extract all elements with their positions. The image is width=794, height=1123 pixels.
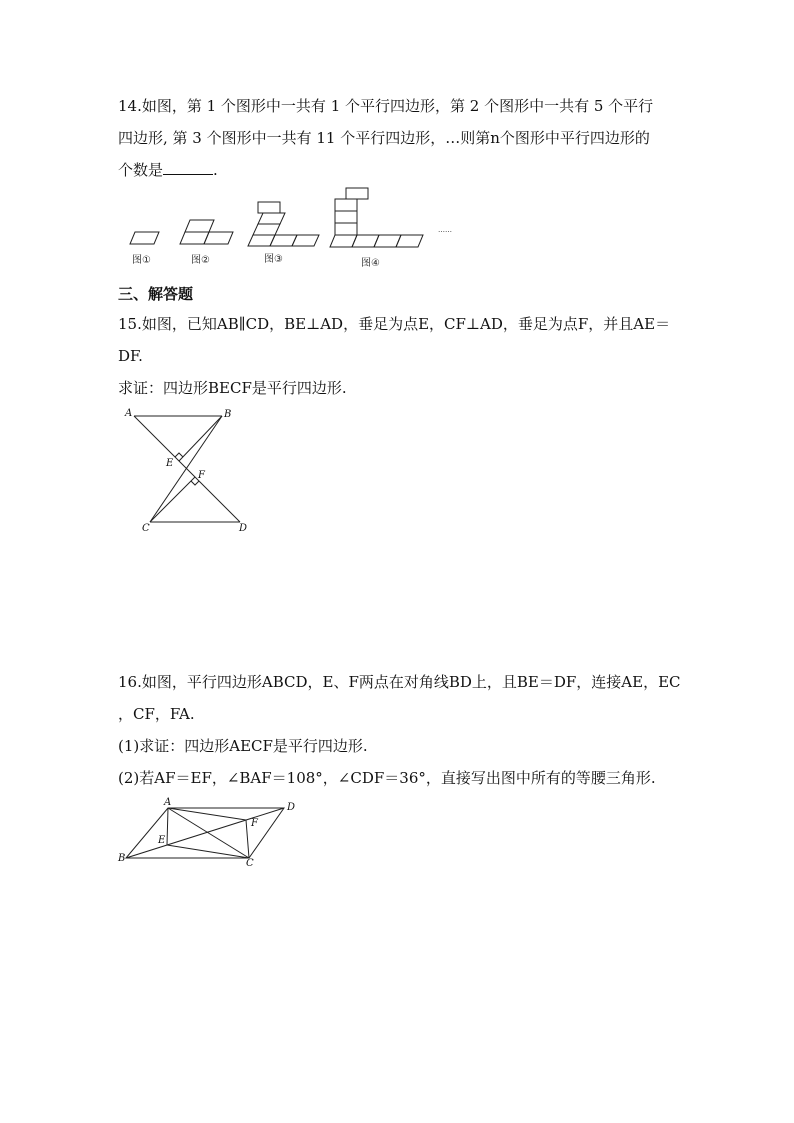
fig3-shape xyxy=(248,202,319,246)
fig4-shape xyxy=(330,188,423,247)
diagonal-bd xyxy=(126,808,284,858)
label-a: A xyxy=(125,408,133,419)
right-angle-e xyxy=(175,453,183,457)
caption-fig1: 图① xyxy=(132,255,151,266)
label-d: D xyxy=(239,523,248,534)
caption-fig3: 图③ xyxy=(264,254,283,265)
q14-line1: 14.如图，第 1 个图形中一共有 1 个平行四边形，第 2 个图形中一共有 5 个平行 xyxy=(118,97,654,115)
fig2-shape xyxy=(180,220,233,244)
segment-cf xyxy=(150,477,195,522)
q16-figure xyxy=(116,796,306,871)
sequence-ellipsis: …… xyxy=(438,226,452,234)
label-d: D xyxy=(287,802,296,813)
section-title: 三、解答题 xyxy=(118,285,194,303)
fig1-parallelogram xyxy=(130,232,159,244)
label-b: B xyxy=(224,409,232,420)
answer-blank[interactable] xyxy=(163,160,213,175)
label-b: B xyxy=(118,853,126,864)
q14-line2: 四边形, 第 3 个图形中一共有 11 个平行四边形，…则第n个图形中平行四边形的 xyxy=(118,129,650,147)
right-angle-f xyxy=(191,481,199,485)
q14-line3-suffix: . xyxy=(213,161,218,179)
q16-part1: (1)求证：四边形AECF是平行四边形. xyxy=(118,737,368,755)
segment-ac xyxy=(168,808,249,858)
label-e: E xyxy=(166,458,174,469)
q15-line1: 15.如图，已知AB∥CD，BE⊥AD，垂足为点E，CF⊥AD，垂足为点F，并且AE＝ xyxy=(118,315,671,333)
q15-figure xyxy=(122,404,262,534)
label-e: E xyxy=(158,835,166,846)
segment-ae xyxy=(167,808,168,845)
caption-fig2: 图② xyxy=(191,255,210,266)
q14-line3-prefix: 个数是 xyxy=(118,161,164,179)
segment-ec xyxy=(167,845,249,858)
label-c: C xyxy=(142,523,150,534)
label-f: F xyxy=(251,818,258,829)
segment-be xyxy=(179,416,222,461)
q16-part2: (2)若AF＝EF，∠BAF＝108°，∠CDF＝36°，直接写出图中所有的等腰三角形. xyxy=(118,769,656,787)
segment-ad xyxy=(134,416,240,522)
label-f: F xyxy=(198,470,205,481)
q14-figure xyxy=(120,182,460,272)
q16-line1: 16.如图，平行四边形ABCD，E、F两点在对角线BD上，且BE＝DF，连接AE，EC xyxy=(118,673,681,691)
caption-fig4: 图④ xyxy=(361,258,380,269)
q15-line3: 求证：四边形BECF是平行四边形. xyxy=(118,379,347,397)
segment-cf xyxy=(246,820,249,858)
segment-fa xyxy=(168,808,246,820)
q16-line2: ，CF，FA. xyxy=(118,705,195,723)
label-c: C xyxy=(246,858,254,869)
label-a: A xyxy=(164,797,172,808)
segment-bc xyxy=(150,416,222,522)
q15-line2: DF. xyxy=(118,347,143,365)
q14-line3 xyxy=(118,160,218,180)
